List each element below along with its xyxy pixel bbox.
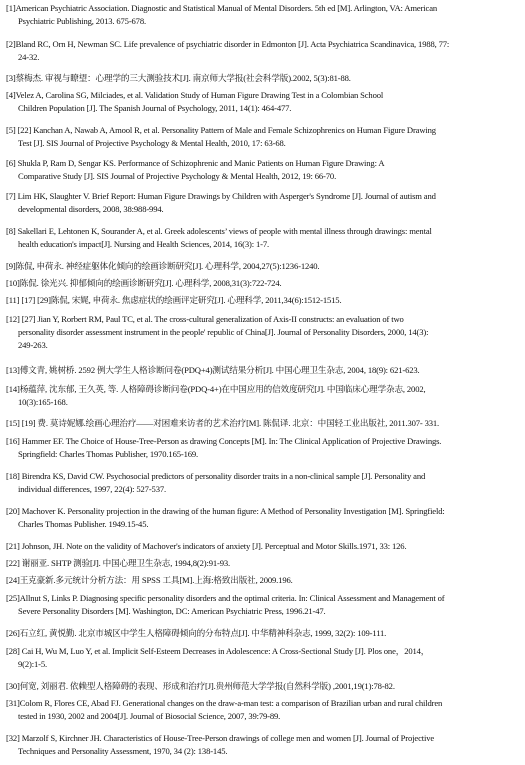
reference-line: [8] Sakellari E, Lehtonen K, Sourander A, et al. Greek adolescents’ views of people with mental illness through drawings: mental	[6, 226, 432, 236]
reference-item	[6, 89, 520, 115]
reference-line-continued: Test [J]. SIS Journal of Projective Psychology & Mental Health, 2010, 17: 63-68.	[18, 138, 286, 148]
reference-line: [4]Velez A, Carolina SG, Milciades, et al. Validation Study of Human Figure Drawing Test in a Colombian School	[6, 90, 384, 100]
reference-item	[6, 417, 520, 430]
reference-item	[6, 124, 520, 150]
reference-item	[6, 157, 520, 183]
reference-line: [24]王克豪新.多元统计分析方法：用 SPSS 工具[M].上海:格致出版社, 2009.196.	[6, 575, 293, 585]
reference-item	[6, 680, 520, 693]
reference-line: [2]Bland RC, Orn H, Newman SC. Life prevalence of psychiatric disorder in Edmonton [J]. Acta Psychiatrica Scandinavica, 1988, 77:	[6, 39, 450, 49]
reference-line: [30]何宽, 刘丽君. 依赖型人格障碍的表现、形成和治疗[J].贵州师范大学学报(自然科学版) ,2001,19(1):78-82.	[6, 681, 395, 691]
reference-item	[6, 260, 520, 273]
reference-item	[6, 627, 520, 640]
reference-line: [5] [22] Kanchan A, Nawab A, Amool R, et al. Personality Pattern of Male and Female Schizophrenics on Human Figure Drawing	[6, 125, 436, 135]
reference-line-continued: Springfield: Charles Thomas Publisher, 1970.165-169.	[18, 449, 199, 459]
reference-line: [9]陈侃, 申荷永. 神经症躯体化倾向的绘画诊断研究[J]. 心理科学, 2004,27(5):1236-1240.	[6, 261, 320, 271]
reference-item	[6, 2, 520, 28]
reference-line-continued: individual differences, 1997, 22(4): 527-537.	[18, 484, 166, 494]
reference-line: [28] Cai H, Wu M, Luo Y, et al. Implicit Self-Esteem Decreases in Adolescence: A Cross-Sectional Study [J]. Plos one，2014，	[6, 646, 430, 656]
reference-item	[6, 364, 520, 377]
reference-line-continued: 249-263.	[18, 340, 48, 350]
reference-line: [6] Shukla P, Ram D, Sengar KS. Performance of Schizophrenic and Manic Patients on Human Figure Drawing: A	[6, 158, 385, 168]
reference-item	[6, 435, 520, 461]
reference-item	[6, 505, 520, 531]
reference-item	[6, 383, 520, 409]
reference-item	[6, 645, 520, 671]
reference-item	[6, 72, 520, 85]
reference-line-continued: Psychiatric Publishing, 2013. 675-678.	[18, 16, 146, 26]
reference-line: [32] Marzolf S, Kirchner JH. Characteristics of House-Tree-Person drawings of college men and women [J]. Journal of Projective	[6, 733, 435, 743]
reference-item	[6, 38, 520, 64]
reference-line: [1]American Psychiatric Association. Diagnostic and Statistical Manual of Mental Disorders. 5th ed [M]. Arlington, VA: American	[6, 3, 438, 13]
reference-line: [26]石立红, 黄悦勤. 北京市城区中学生人格障碍倾向的分布特点[J]. 中华精神科杂志, 1999, 32(2): 109-111.	[6, 628, 387, 638]
reference-line-continued: 24-32.	[18, 52, 40, 62]
reference-line-continued: personality disorder assessment instrument in the people' republic of China[J]. Journal of Personality Disorders, 2000, 14(3):	[18, 327, 429, 337]
reference-item	[6, 225, 520, 251]
reference-line: [11] [17] [29]陈侃, 宋娓, 申荷永. 焦虑症状的绘画评定研究[J]. 心理科学, 2011,34(6):1512-1515.	[6, 295, 342, 305]
reference-item	[6, 277, 520, 290]
reference-item	[6, 540, 520, 553]
reference-item	[6, 557, 520, 570]
reference-line-continued: 10(3):165-168.	[18, 397, 68, 407]
reference-line-continued: Techniques and Personality Assessment, 1970, 34 (2): 138-145.	[18, 746, 228, 756]
reference-line-continued: 9(2):1-5.	[18, 659, 47, 669]
reference-line: [22] 谢丽亚. SHTP 测验[J]. 中国心理卫生杂志, 1994,8(2):91-93.	[6, 558, 231, 568]
reference-item	[6, 294, 520, 307]
reference-line: [18] Birendra KS, David CW. Psychosocial predictors of personality disorder traits in a non-clinical sample [J]. Personality and	[6, 471, 426, 481]
reference-line: [25]Allnut S, Links P. Diagnosing specific personality disorders and the optimal criteria. In: Clinical Assessment and Management of	[6, 593, 445, 603]
reference-item	[6, 313, 520, 352]
reference-item	[6, 190, 520, 216]
reference-item	[6, 574, 520, 587]
reference-item	[6, 592, 520, 618]
reference-line: [20] Machover K. Personality projection in the drawing of the human figure: A Method of Personality Investigation [M]. Springfield:	[6, 506, 445, 516]
reference-line: [16] Hammer EF. The Choice of House-Tree-Person as drawing Concepts [M]. In: The Clinical Application of Projective Drawings.	[6, 436, 442, 446]
reference-line: [7] Lim HK, Slaughter V. Brief Report: Human Figure Drawings by Children with Asperger's Syndrome [J]. Journal of autism and	[6, 191, 436, 201]
reference-item	[6, 732, 520, 758]
reference-item	[6, 470, 520, 496]
reference-line-continued: tested in 1930, 2002 and 2004[J]. Journal of Biosocial Science, 2007, 39:79-89.	[18, 711, 281, 721]
reference-line-continued: Children Population [J]. The Spanish Journal of Psychology, 2011, 14(1): 464-477.	[18, 103, 292, 113]
reference-line: [14]杨蕴萍, 沈东郁, 王久英, 等. 人格障碍诊断问卷(PDQ-4+)在中国应用的信效度研究[J]. 中国临床心理学杂志, 2002,	[6, 384, 426, 394]
reference-line: [15] [19] 费. 莫诗妮娜.绘画心理治疗——对困难来访者的艺术治疗[M]. 陈侃译. 北京：中国轻工业出版社, 2011.307- 331.	[6, 418, 440, 428]
reference-line-continued: Severe Personality Disorders [M]. Washington, DC: American Psychiatric Press, 1996.21-47.	[18, 606, 326, 616]
reference-line: [10]陈侃. 徐光兴. 抑郁倾向的绘画诊断研究[J]. 心理科学, 2008,31(3):722-724.	[6, 278, 282, 288]
reference-line-continued: Comparative Study [J]. SIS Journal of Projective Psychology & Mental Health, 2012, 19: 66-70.	[18, 171, 337, 181]
reference-line-continued: Charles Thomas Publisher. 1949.15-45.	[18, 519, 149, 529]
reference-line: [13]傅文青, 姚树桥. 2592 例大学生人格诊断问卷(PDQ+4)测试结果分析[J]. 中国心理卫生杂志, 2004, 18(9): 621-623.	[6, 365, 420, 375]
reference-line: [21] Johnson, JH. Note on the validity of Machover's indicators of anxiety [J]. Perceptual and Motor Skills.1971, 33: 126.	[6, 541, 407, 551]
reference-line-continued: health education's impact[J]. Nursing and Health Sciences, 2014, 16(3): 1-7.	[18, 239, 269, 249]
reference-line-continued: developmental disorders, 2008, 38:988-994.	[18, 204, 164, 214]
reference-item	[6, 697, 520, 723]
reference-line: [31]Colom R, Flores CE, Abad FJ. Generational changes on the draw-a-man test: a comparison of Brazilian urban and rural children	[6, 698, 443, 708]
reference-line: [12] [27] Jian Y, Rorbert RM, Paul TC, et al. The cross-cultural generalization of Axis-II constructs: an evaluation of two	[6, 314, 404, 324]
reference-line: [3]蔡梅杰. 审视与瞭望：心理学的三大测验技术[J]. 南京师大学报(社会科学版).2002, 5(3):81-88.	[6, 73, 351, 83]
